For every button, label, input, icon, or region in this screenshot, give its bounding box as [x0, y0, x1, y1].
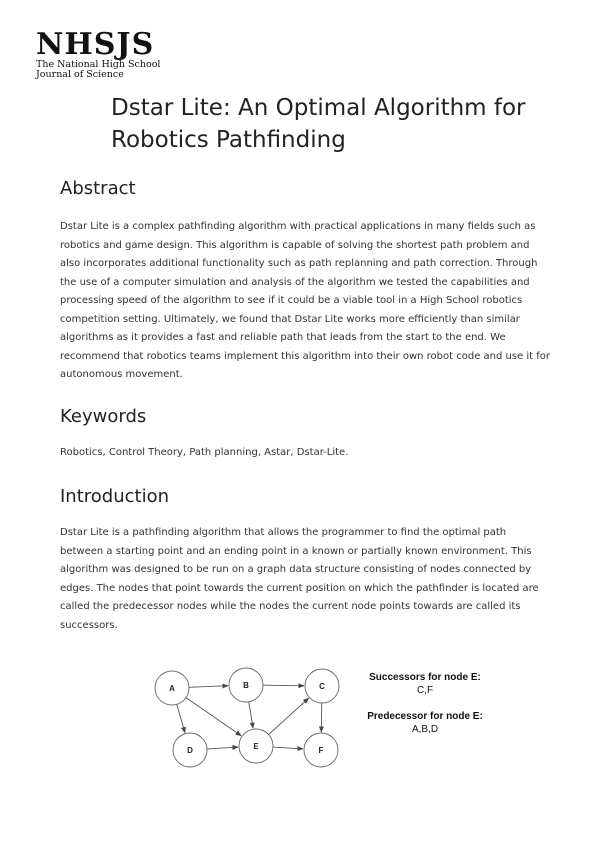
- logo-title: NHSJS: [36, 27, 155, 62]
- edge-e-f: [273, 747, 303, 749]
- edge-a-e: [186, 698, 241, 736]
- keywords-text: Robotics, Control Theory, Path planning, Astar, Dstar-Lite.: [60, 447, 349, 458]
- introduction-text: Dstar Lite is a pathfinding algorithm that allows the programmer to find the optimal path between a starting point and an ending point in a known or partially known environment. This algorithm was designed to be run on a graph data structure consisting of nodes connected by edges. The nodes that point towards the current position on which the pathfinder is located are called the predecessor nodes while the nodes the current node points towards are called its successors.: [60, 527, 539, 631]
- node-c: [305, 669, 339, 703]
- journal-logo: [36, 27, 161, 80]
- node-label: E: [253, 742, 259, 751]
- edge-a-d: [177, 704, 185, 732]
- node-b: [229, 668, 263, 702]
- successors-value: C,F: [416, 685, 434, 696]
- successors-label: Successors for node E:: [369, 672, 481, 683]
- node-label: F: [318, 746, 324, 755]
- logo-subtitle-line1: The National High School: [36, 59, 161, 70]
- logo-subtitle-line2: Journal of Science: [36, 69, 124, 80]
- node-label: D: [187, 746, 193, 755]
- predecessor-value: A,B,D: [411, 724, 439, 735]
- edge-a-b: [189, 686, 228, 688]
- paper-title: Dstar Lite: An Optimal Algorithm for Robotics Pathfinding: [111, 95, 526, 153]
- edge-b-c: [263, 685, 304, 686]
- keywords-heading: Keywords: [60, 406, 147, 427]
- node-e: [239, 729, 273, 763]
- node-f: [304, 733, 338, 767]
- node-d: [173, 733, 207, 767]
- introduction-heading: Introduction: [60, 486, 170, 507]
- predecessor-label: Predecessor for node E:: [367, 711, 483, 722]
- node-label: C: [319, 682, 325, 691]
- edge-e-c: [269, 698, 309, 734]
- graph-diagram: [140, 650, 360, 780]
- node-a: [155, 671, 189, 705]
- abstract-heading: Abstract: [60, 178, 136, 199]
- abstract-text: Dstar Lite is a complex pathfinding algorithm with practical applications in many fields such as robotics and game design. This algorithm is capable of solving the shortest path problem and also incorporates additional functionality such as path replanning and path correction. Through the use of a computer simulation and analysis of the algorithm we tested the capabilities and processing speed of the algorithm to see if it could be a viable tool in a High School robotics competition setting. Ultimately, we found that Dstar Lite works more efficiently than similar algorithms as it provides a fast and reliable path that leads from the start to the end. We recommend that robotics teams implement this algorithm into their own robot code and use it for autonomous movement.: [60, 221, 551, 380]
- edge-d-e: [207, 747, 238, 749]
- node-label: A: [169, 684, 175, 693]
- node-label: B: [243, 681, 249, 690]
- edge-b-e: [249, 702, 253, 728]
- graph-figure: [140, 650, 510, 780]
